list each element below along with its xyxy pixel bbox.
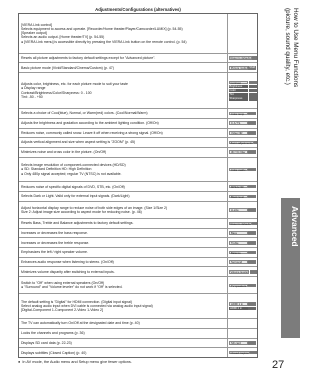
table-row [19, 109, 257, 119]
menu-item-value [252, 222, 256, 226]
table-row [19, 294, 257, 319]
row-description [19, 182, 227, 191]
description-line: Basic picture mode (Vivid/Standard/Cinema/Custom) (p. 47) [21, 65, 114, 70]
menu-item-value [248, 307, 256, 311]
menu-item [229, 131, 256, 135]
table-row [19, 329, 257, 339]
row-description [19, 192, 227, 201]
menu-item-label: Reset to defaults [230, 222, 251, 226]
table-row [19, 73, 257, 109]
row-description [19, 258, 227, 267]
description-line: Increases or decreases the bass response. [21, 230, 88, 235]
menu-thumbnail [229, 341, 256, 345]
row-description [19, 138, 227, 147]
table-row [19, 319, 257, 329]
menu-thumbnail [229, 270, 257, 274]
menu-item [229, 241, 256, 245]
description-line: ● Only 480p signal accepted; regular TV (NTSC) is not available. [21, 171, 122, 176]
menu-screenshot [227, 348, 257, 357]
menu-thumbnail [229, 66, 256, 70]
menu-thumbnail [229, 141, 257, 145]
menu-item-value [248, 231, 256, 235]
menu-item-value [249, 89, 257, 93]
menu-item-value [249, 97, 257, 101]
menu-screenshot [227, 129, 257, 138]
menu-item-value [249, 81, 257, 85]
menu-thumbnail [229, 112, 256, 116]
menu-item-value [248, 341, 256, 345]
menu-screenshot [227, 182, 257, 191]
description-line: Minimizes noise and cross color in the picture. (On/Off) [21, 150, 107, 155]
menu-item-value [248, 185, 256, 189]
table-row [19, 229, 257, 239]
menu-screenshot [227, 63, 257, 72]
table-row [19, 63, 257, 73]
table-row [19, 129, 257, 139]
table-row [19, 258, 257, 268]
menu-thumbnail [229, 185, 256, 189]
menu-item [229, 85, 257, 89]
table-row [19, 248, 257, 258]
menu-item-label: Surround [229, 260, 248, 264]
row-description [19, 129, 227, 138]
menu-item-label: Black level [229, 195, 248, 199]
table-row [19, 219, 257, 229]
description-line: Reduces noise of specific digital signals of DVD, STB, etc. (On/Off) [21, 184, 125, 189]
menu-item-label: C.A.T.S. [229, 121, 248, 125]
menu-item-label: Tint [229, 93, 249, 97]
menu-item-label: Treble [229, 241, 248, 245]
menu-item-value [248, 208, 256, 212]
table-row [19, 339, 257, 349]
menu-item-value [248, 251, 256, 255]
menu-screenshot [227, 138, 257, 147]
menu-item-label: HDMI 2 in [229, 307, 248, 311]
side-title-line2: (picture, sound quality, etc.) [284, 8, 292, 85]
description-line: Adjusts vertical alignment and size when aspect setting is "ZOOM" (p. 45) [21, 140, 136, 145]
menu-item [229, 141, 257, 145]
menu-thumbnail [229, 81, 257, 93]
menu-thumbnail [229, 131, 256, 135]
menu-screenshot [227, 294, 257, 318]
menu-item-value [248, 112, 256, 116]
side-title [283, 8, 299, 188]
menu-item [229, 251, 256, 255]
table-row [19, 138, 257, 148]
side-title-line1: How to Use Menu Functions [292, 8, 299, 88]
menu-screenshot [227, 73, 257, 108]
menu-item-value [248, 195, 256, 199]
description-line: Selects an audio output. [Home theater/TV] (p. 54-55) [21, 35, 105, 40]
menu-item-value [250, 351, 256, 355]
row-description [19, 229, 227, 238]
menu-item-label: 3D Y/C filter [229, 150, 248, 154]
menu-screenshot [227, 192, 257, 201]
menu-thumbnail [229, 351, 257, 355]
menu-item [229, 195, 256, 199]
menu-item-value [248, 260, 256, 264]
menu-screenshot [227, 229, 257, 238]
menu-item-value [248, 302, 256, 306]
description-line: Selects image resolution of component-connected devices (HD/SD) [21, 163, 126, 168]
table-row [19, 148, 257, 158]
menu-screenshot [227, 202, 257, 218]
page-title: Adjustments/Configurations (alternatives) [95, 7, 181, 12]
row-description [19, 148, 227, 157]
menu-item [229, 270, 257, 274]
menu-item-value: Vivid [249, 66, 255, 70]
description-line: Displays subtitles (Closed Caption) (p. 40) [21, 350, 87, 355]
description-line: ● [VIERA Link menu] is accessible directly by pressing the VIERA Link button on the remote control. (p. 54) [21, 39, 187, 44]
menu-thumbnail [229, 302, 256, 310]
row-description [19, 119, 227, 128]
menu-thumbnail [229, 93, 257, 101]
row-description [19, 219, 227, 228]
description-line: ● Display range [21, 86, 46, 91]
menu-thumbnail [229, 222, 257, 226]
menu-screenshot [227, 109, 257, 118]
description-line: [VIERA Link control] [21, 22, 53, 27]
description-line: Tint: -50 - +50 [21, 94, 43, 99]
row-description [19, 248, 227, 257]
description-line: Selects Dark or Light. Valid only for external input signals. (Dark/Light) [21, 194, 130, 199]
description-line: Selects equipment to access and operate. [Recorder/Home theater/Player/Camcorder/LUMIX] (p. 54-55) [21, 27, 183, 32]
menu-screenshot [227, 14, 257, 53]
description-line: Reduces noise, commonly called snow. Leave it off when receiving a strong signal. (Off/On) [21, 130, 163, 135]
menu-item-label: Closed Caption [230, 351, 249, 355]
menu-item-label: Zoom adjustments [230, 141, 253, 145]
menu-screenshot [227, 148, 257, 157]
menu-item [229, 208, 256, 212]
menu-thumbnail [229, 231, 256, 235]
menu-item [229, 97, 257, 101]
description-line: Resets Bass, Treble and Balance adjustments to factory default settings. [21, 221, 134, 226]
menu-item-label: Picture mode [230, 67, 247, 71]
row-description [19, 202, 227, 218]
row-description [19, 63, 227, 72]
menu-item [229, 121, 256, 125]
menu-item-label: Brightness [229, 85, 249, 89]
row-description [19, 348, 227, 357]
table-row [19, 14, 257, 54]
table-row [19, 192, 257, 202]
menu-item [229, 351, 257, 355]
menu-item [229, 112, 256, 116]
menu-item-label: Balance [229, 251, 248, 255]
description-line: Switch to "Off" when using external speakers (On/Off) [21, 281, 105, 286]
description-line: Contrast/Brightness/Color/Sharpness: 0 - 100 [21, 90, 92, 95]
menu-item [229, 66, 256, 70]
description-line: Size 2: Adjust image size according to aspect mode for reducing noise. (p. 46) [21, 209, 142, 214]
menu-thumbnail [229, 260, 256, 264]
menu-item-value [254, 141, 257, 145]
menu-item-label: Color [229, 89, 249, 93]
row-description [19, 158, 227, 182]
description-line: Emphasizes the left / right speaker volume. [21, 250, 88, 255]
row-description [19, 14, 227, 53]
description-line: Adjusts the brightness and gradation according to the ambient lighting condition. (Off/On) [21, 121, 159, 126]
description-line: Displays SD card data (p. 22-23) [21, 340, 72, 345]
footnote-text: In AV mode, the Audio menu and Setup menu give fewer options. [22, 360, 132, 364]
menu-thumbnail [229, 284, 256, 288]
menu-item-label: TV speakers [231, 284, 247, 288]
menu-screenshot [227, 219, 257, 228]
menu-thumbnail [229, 195, 256, 199]
row-description [19, 54, 227, 63]
menu-item-value [249, 93, 257, 97]
menu-item [229, 302, 256, 306]
description-line: ● "Surround" and "Volume leveler" do not work if "Off" is selected. [21, 285, 123, 290]
description-line: Enhances audio response when listening to stereo. (On/Off) [21, 260, 114, 265]
description-line: Resets all picture adjustments to factory default settings except for "Advanced picture". [21, 56, 156, 61]
row-description [19, 277, 227, 293]
menu-item [229, 307, 256, 311]
row-description [19, 267, 227, 276]
description-line: Locks the channels and programs (p. 36) [21, 331, 85, 336]
row-description [19, 109, 227, 118]
menu-item [229, 260, 256, 264]
description-line: Minimizes volume disparity after switching to external inputs. [21, 269, 115, 274]
menu-thumbnail [229, 56, 257, 60]
menu-item-label: H-size [229, 208, 248, 212]
menu-item [229, 81, 257, 85]
table-row [19, 182, 257, 192]
page-number: 27 [272, 359, 285, 371]
description-line: The default setting is "Digital" for HDMI connection. (Digital input signal) [21, 299, 133, 304]
menu-item [229, 150, 256, 154]
description-line: Adjust horizontal display range to reduce noise of both side edges of an image. (Size 1/Size 2) [21, 205, 168, 210]
menu-item-label: Color temp [229, 112, 248, 116]
row-description [19, 294, 227, 318]
description-line: [Speaker output] [21, 31, 47, 36]
menu-screenshot [227, 238, 257, 247]
menu-item [229, 341, 256, 345]
description-line: Adjusts color, brightness, etc. for each picture mode to suit your taste [21, 82, 128, 87]
menu-screenshot [227, 319, 257, 328]
description-line: [Digital-Component 1-Component 2-Video 1-Video 2] [21, 308, 103, 313]
table-row [19, 238, 257, 248]
menu-item-label: Bass [229, 231, 248, 235]
row-description [19, 319, 227, 328]
menu-thumbnail [229, 251, 256, 255]
section-label: Advanced [290, 206, 300, 247]
menu-screenshot [227, 277, 257, 293]
side-tab [271, 0, 300, 376]
menu-item-label: SD card [229, 341, 248, 345]
menu-item-label: Video NR [229, 131, 248, 135]
menu-item-label: Contrast [229, 81, 249, 85]
menu-item [229, 56, 257, 60]
menu-item [229, 231, 256, 235]
menu-item-label: Reset to defaults [230, 57, 251, 61]
footnote [18, 360, 132, 364]
menu-item-value [250, 270, 257, 274]
menu-thumbnail [229, 241, 256, 245]
description-line: ● SD: Standard Definition HD: High Definition [21, 167, 92, 172]
menu-thumbnail [229, 168, 256, 172]
menu-item-value [248, 131, 256, 135]
menu-item [229, 89, 257, 93]
row-description [19, 339, 227, 348]
menu-thumbnail [229, 208, 256, 212]
menu-thumbnail [229, 150, 256, 154]
menu-item [229, 222, 257, 226]
description-line: Selects a choice of Cool(blue), Normal, or Warm(red) colors. (Cool/Normal/Warm) [21, 111, 148, 116]
table-row [19, 348, 257, 357]
menu-item [229, 284, 256, 288]
row-description [19, 329, 227, 338]
menu-screenshot [227, 119, 257, 128]
table-row [19, 202, 257, 219]
menu-item-value [248, 284, 256, 288]
menu-screenshot [227, 267, 257, 276]
menu-item-value [248, 150, 256, 154]
menu-item [229, 185, 256, 189]
menu-screenshot [227, 248, 257, 257]
table-row [19, 277, 257, 294]
table-row [19, 54, 257, 64]
menu-screenshot [227, 158, 257, 182]
table-row [19, 267, 257, 277]
menu-item-label: Volume leveler [230, 271, 249, 275]
description-line: Select analog audio input when DVI cable is connected via analog audio input signal) [21, 304, 153, 309]
menu-item-label: HDMI 1 in [229, 302, 248, 306]
settings-table [18, 13, 258, 358]
row-description [19, 238, 227, 247]
menu-thumbnail [229, 121, 256, 125]
menu-item-label: Color matrix [229, 168, 248, 172]
menu-item-value [249, 85, 257, 89]
menu-screenshot [227, 258, 257, 267]
menu-screenshot [227, 54, 257, 63]
menu-item-value [248, 121, 256, 125]
table-row [19, 119, 257, 129]
menu-screenshot [227, 329, 257, 338]
description-line: Increases or decreases the treble response. [21, 240, 90, 245]
menu-item-value [252, 56, 256, 60]
menu-screenshot [227, 339, 257, 348]
row-description [19, 73, 227, 108]
description-line: The TV can automatically turn On/Off at the designated date and time (p. 40) [21, 321, 140, 326]
menu-item [229, 168, 256, 172]
menu-item-value [248, 168, 256, 172]
table-row [19, 158, 257, 183]
menu-item-label: MPEG NR [229, 185, 248, 189]
menu-item-value [248, 241, 256, 245]
section-tab [281, 198, 300, 338]
menu-item-label: Sharpness [229, 97, 249, 101]
footnote-bullet: ● [18, 360, 21, 364]
